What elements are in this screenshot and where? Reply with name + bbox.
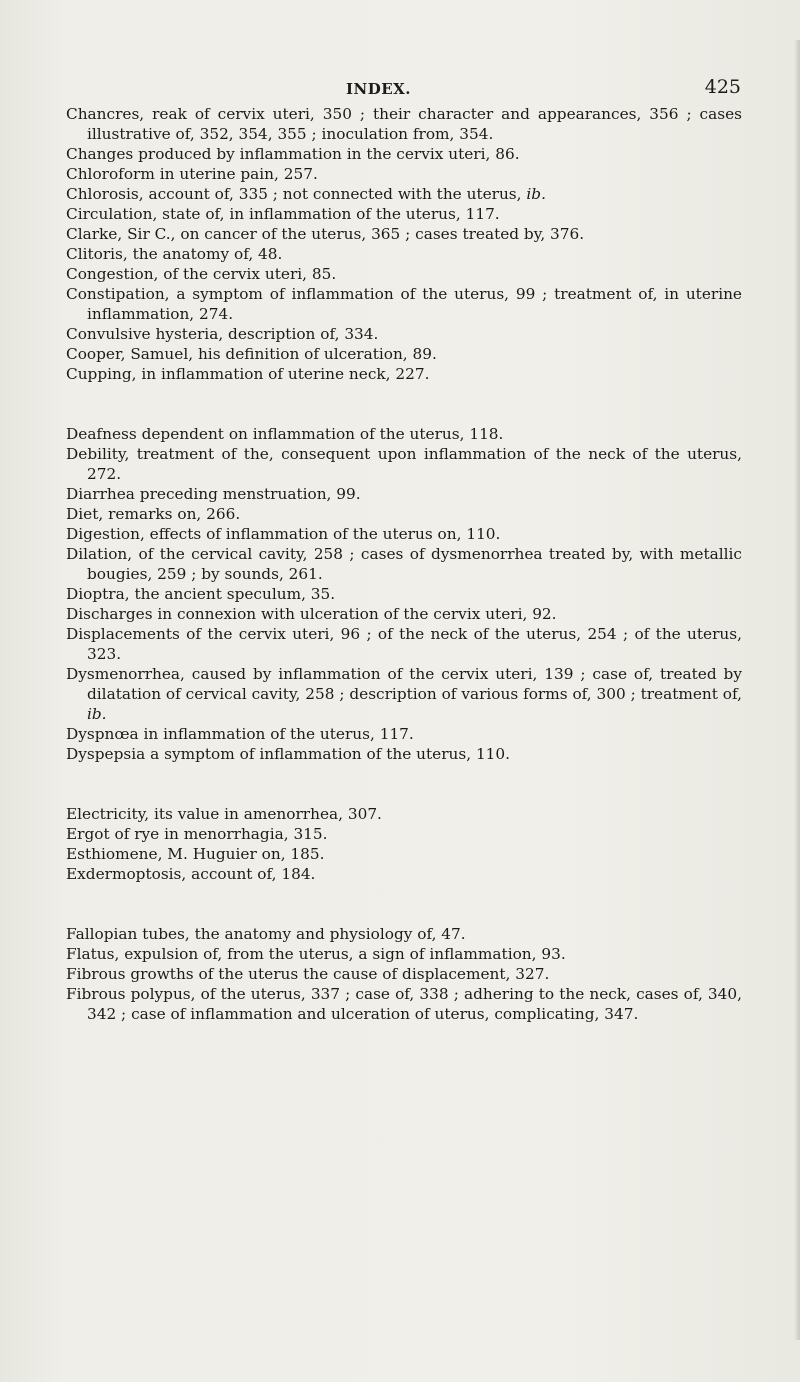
index-entry: Dioptra, the ancient speculum, 35. (66, 585, 336, 603)
index-entry: Cupping, in inflammation of uterine neck, 227. (66, 365, 430, 383)
index-entry: Dyspepsia a symptom of inflammation of the uterus, 110. (66, 745, 511, 763)
index-entry: Dilation, of the cervical cavity, 258 ; cases of dysmenorrhea treated by, with metallic bougies, 259 ; by sounds, 261. (66, 545, 742, 583)
index-entry: Clitoris, the anatomy of, 48. (66, 245, 283, 263)
index-entry: Esthiomene, M. Huguier on, 185. (66, 845, 325, 863)
index-entry: Changes produced by inflammation in the cervix uteri, 86. (66, 145, 520, 163)
index-entry: Convulsive hysteria, description of, 334. (66, 325, 379, 343)
index-entry: Fallopian tubes, the anatomy and physiology of, 47. (66, 925, 466, 943)
page-number: 425 (704, 76, 741, 98)
section-gap (66, 884, 742, 924)
index-entry: Dyspnœa in inflammation of the uterus, 117. (66, 725, 414, 743)
index-section (66, 424, 742, 764)
running-title: INDEX. (346, 80, 412, 98)
index-entry: Electricity, its value in amenorrhea, 307. (66, 805, 382, 823)
index-entry: Constipation, a symptom of inflammation of the uterus, 99 ; treatment of, in uterine inflammation, 274. (66, 285, 742, 323)
index-entry: Fibrous growths of the uterus the cause of displacement, 327. (66, 965, 550, 983)
page-header (66, 76, 741, 102)
index-entry: Flatus, expulsion of, from the uterus, a sign of inflammation, 93. (66, 945, 566, 963)
index-entry: Discharges in connexion with ulceration of the cervix uteri, 92. (66, 605, 557, 623)
index-entry: Diet, remarks on, 266. (66, 505, 241, 523)
index-entry: Circulation, state of, in inflammation of the uterus, 117. (66, 205, 500, 223)
index-entry: Digestion, effects of inflammation of the uterus on, 110. (66, 525, 501, 543)
index-section (66, 104, 742, 384)
index-entry: Dysmenorrhea, caused by inflammation of the cervix uteri, 139 ; case of, treated by dilatation of cervical cavity, 258 ; description of various forms of, 300 ; treatment of, ib. (66, 665, 742, 723)
section-gap (66, 764, 742, 804)
index-body (66, 104, 742, 1024)
index-section (66, 804, 742, 884)
index-entry: Chlorosis, account of, 335 ; not connected with the uterus, ib. (66, 185, 546, 203)
index-entry: Clarke, Sir C., on cancer of the uterus, 365 ; cases treated by, 376. (66, 225, 585, 243)
index-section (66, 924, 742, 1024)
index-entry: Diarrhea preceding menstruation, 99. (66, 485, 361, 503)
index-entry: Fibrous polypus, of the uterus, 337 ; case of, 338 ; adhering to the neck, cases of, 340, 342 ; case of inflammation and ulceration of uterus, complicating, 347. (66, 985, 742, 1023)
index-entry: Congestion, of the cervix uteri, 85. (66, 265, 337, 283)
section-gap (66, 384, 742, 424)
index-entry: Exdermoptosis, account of, 184. (66, 865, 316, 883)
page-edge-shadow (794, 40, 800, 1340)
index-entry: Deafness dependent on inflammation of the uterus, 118. (66, 425, 504, 443)
index-entry: Ergot of rye in menorrhagia, 315. (66, 825, 328, 843)
index-entry: Chloroform in uterine pain, 257. (66, 165, 318, 183)
index-entry: Chancres, reak of cervix uteri, 350 ; their character and appearances, 356 ; cases illustrative of, 352, 354, 355 ; inoculation from, 354. (66, 105, 742, 143)
index-entry: Displacements of the cervix uteri, 96 ; of the neck of the uterus, 254 ; of the uterus, 323. (66, 625, 742, 663)
index-entry: Cooper, Samuel, his definition of ulceration, 89. (66, 345, 437, 363)
index-entry: Debility, treatment of the, consequent upon inflammation of the neck of the uterus, 272. (66, 445, 742, 483)
